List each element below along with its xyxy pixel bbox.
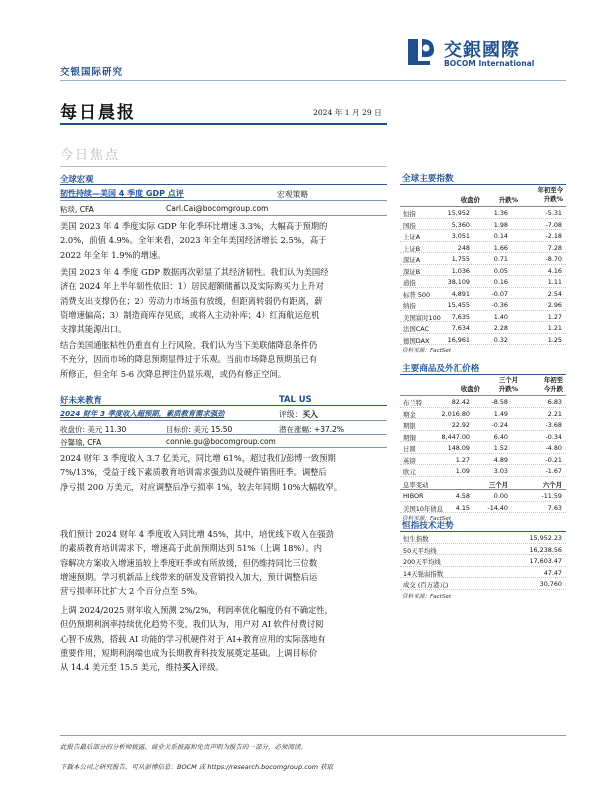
footer-download-note[interactable]: 下载本公司之研究报告，可从彭博信息：BOCM 或 https://research.bocomgroup.com 获取 bbox=[60, 763, 334, 771]
table-row: 标普 500 4,891 -0.07 2.54 bbox=[400, 288, 566, 300]
macro-analyst-rule bbox=[60, 215, 387, 216]
macro-analyst-email[interactable]: Carl.Cai@bocomgroup.com bbox=[166, 204, 269, 213]
company-logo bbox=[404, 35, 564, 71]
table-row: 日圆 148.09 1.52 -4.80 bbox=[400, 442, 566, 454]
table-row: 期铜 8,447.00 6.40 -0.34 bbox=[400, 431, 566, 443]
footer-disclaimer: 此报告最后部分的分析师披露、商业关系披露和免责声明为报告的一部分，必须阅读。 bbox=[60, 743, 307, 751]
commodities-table bbox=[400, 396, 566, 477]
edu-paragraph-3: 上调 2024/2025 财年收入预测 2%/2%，利润率优化幅度仍有不确定性， 但仍预期利润率持续优化趋势不变。我们认为，用户对 AI 软件付费讨阅 心智不成熟，搭载 AI 功能的学习机硬件对于 AI+教育应用的实际落地有 重要作用，短期利润端也成为长期教育科技发展奠定基础。上调目标价 从 14.4 美元至 15.5 美元，维持买入评级。 bbox=[60, 605, 333, 673]
table-row: 期金 2,016.80 1.49 2.21 bbox=[400, 408, 566, 420]
edu-upside: 潜在涨幅: +37.2% bbox=[279, 425, 345, 434]
hsi-table bbox=[400, 532, 566, 590]
macro-category-rule bbox=[60, 184, 387, 185]
table-row: 欧元 1.09 3.03 -1.67 bbox=[400, 465, 566, 477]
table-row: 上证B 248 1.66 7.28 bbox=[400, 242, 566, 254]
edu-category-rule bbox=[60, 405, 387, 406]
commodities-title-rule bbox=[400, 374, 566, 375]
title-rule bbox=[60, 123, 387, 125]
indices-h3: 年初至今 升跌% bbox=[537, 186, 563, 203]
report-date: 2024 年 1 月 29 日 bbox=[313, 108, 382, 117]
table-row: 纳指 15,455 -0.36 2.96 bbox=[400, 299, 566, 311]
edu-rating-value: 买入 bbox=[302, 410, 318, 419]
hsi-title: 恒指技术走势 bbox=[402, 521, 454, 531]
edu-price-rule bbox=[60, 434, 387, 435]
edu-category: 好未来教育 bbox=[60, 395, 102, 405]
edu-paragraph-1: 2024 财年 3 季度收入 3.7 亿美元，同比增 61%，超过我们/彭博一致预期 7%/13%，受益于线下素质教育培训需求强劲以及硬件销售旺季。调整后 净亏损 200 万美元，对应调整后净亏损率 1%，较去年同期 10%大幅收窄。 bbox=[60, 453, 343, 492]
macro-analyst: 粘琰, CFA bbox=[60, 205, 94, 214]
edu-analyst-email[interactable]: connie.gu@bocomgroup.com bbox=[166, 437, 276, 446]
hsi-source: 资料来源：FactSet bbox=[402, 594, 452, 600]
table-row: 恒生指数 15,952.23 bbox=[400, 532, 566, 544]
edu-analyst: 谷馨瑜, CFA bbox=[60, 438, 102, 447]
edu-analyst-rule bbox=[60, 447, 387, 448]
table-row: 成交 (百万港元) 30,760 bbox=[400, 578, 566, 590]
report-title: 每日晨报 bbox=[60, 103, 136, 123]
table-row: 14天强弱指数 47.47 bbox=[400, 567, 566, 579]
table-row: 上证A 3,051 0.14 -2.18 bbox=[400, 230, 566, 242]
section-title: 今日焦点 bbox=[60, 148, 121, 163]
edu-headline-rule bbox=[60, 420, 387, 421]
table-row: 道指 38,109 0.16 1.11 bbox=[400, 276, 566, 288]
edu-buy-rating: 买入 bbox=[182, 662, 199, 673]
macro-category: 全球宏观 bbox=[60, 174, 94, 184]
indices-h2: 升跌% bbox=[498, 196, 518, 204]
table-row: 德国DAX 16,961 0.32 1.25 bbox=[400, 334, 566, 346]
table-row: HIBOR 4.58 0.00 -11.59 bbox=[400, 490, 566, 502]
rates-table bbox=[400, 490, 566, 513]
department-label: 交银国际研究 bbox=[60, 67, 124, 78]
table-row: 恒指 15,952 1.36 -5.31 bbox=[400, 207, 566, 219]
table-row: 法国CAC 7,634 2.28 1.21 bbox=[400, 322, 566, 334]
indices-h1: 收盘价 bbox=[460, 196, 480, 204]
table-row: 美国10年债息 4.15 -14.40 7.63 bbox=[400, 502, 566, 514]
table-row: 深证B 1,036 0.05 4.16 bbox=[400, 265, 566, 277]
commodities-h2: 三个月 升跌% bbox=[498, 376, 518, 393]
edu-close-price: 收盘价: 美元 11.30 bbox=[60, 425, 127, 434]
edu-paragraph-2: 我们预计 2024 财年 4 季度收入同比增 45%，其中，培优线下收入在强劲 的素质教育培训需求下，增速高于此前预期达到 51%（上调 18%）。内 容解决方案收入增速虽较上季度旺季或有所放缓，但仍维持同比三位数 增速预期。学习机新品上线带来的研发及营销投入加大，预计调整后运 营亏损率环比扩大 2 个百分点至 5%。 bbox=[60, 529, 334, 597]
commodities-h3: 年初至 今升跌 bbox=[543, 376, 563, 393]
edu-ticker: TAL US bbox=[279, 394, 312, 404]
table-row: 布兰特 82.42 -8.58 6.83 bbox=[400, 396, 566, 408]
macro-paragraph-2: 美国 2023 年 4 季度 GDP 数据再次彰显了其经济韧性。我们认为美国经 济在 2024 年上半年韧性依旧：1）居民超额储蓄以及实际购买力上升对 消费支出支撑仍在；2）劳动力市场虽有放缓，但距离转弱仍有距离，薪 资增速偏高；3）制造商库存见底，或将入主动补库；4）红海航运危机 支撑其能源出口。 bbox=[60, 267, 329, 335]
table-row: 美国富时100 7,635 1.40 1.27 bbox=[400, 311, 566, 323]
footer-rule bbox=[60, 735, 566, 736]
rates-header: 息率变动 三个月 六个月 bbox=[400, 478, 566, 490]
indices-title-rule bbox=[400, 184, 566, 185]
macro-headline[interactable]: 韧性持续—美国 4 季度 GDP 点评 bbox=[60, 189, 184, 198]
commodities-title: 主要商品及外汇价格 bbox=[402, 364, 480, 374]
macro-tag: 宏观策略 bbox=[277, 190, 309, 199]
indices-source: 资料来源：FactSet bbox=[402, 348, 452, 354]
commodities-source: 资料来源：FactSet bbox=[402, 516, 452, 522]
indices-table bbox=[400, 207, 566, 345]
logo-english-text: BOCOM International bbox=[444, 59, 535, 68]
table-row: 50天平均线 16,238.56 bbox=[400, 544, 566, 556]
section-rule bbox=[60, 166, 387, 167]
macro-paragraph-1: 美国 2023 年 4 季度实际 GDP 年化季环比增速 3.3%，大幅高于预期的 2.0%，前值 4.9%。全年来看，2023 年全年美国经济增长 2.5%，高于 2022 年全年 1.9%的增速。 bbox=[60, 221, 328, 260]
indices-title: 全球主要指数 bbox=[402, 174, 454, 184]
logo-chinese-text: 交銀國際 bbox=[444, 40, 520, 61]
macro-headline-rule bbox=[60, 200, 387, 201]
edu-target-price: 目标价: 美元 15.50 bbox=[166, 425, 233, 434]
macro-paragraph-3: 结合美国通胀粘性仍重直有上行风险，我们认为当下美联储降息条件仍 不充分，因而市场的降息预期显得过于乐观。当前市场降息预期虽已有 所修正，但全年 5-6 次降息押注仍显乐观，或仍有修正空间。 bbox=[60, 340, 318, 379]
table-row: 200天平均线 17,603.47 bbox=[400, 555, 566, 567]
commodities-h1: 收盘价 bbox=[460, 385, 480, 393]
table-row: 国指 5,360 1.98 -7.08 bbox=[400, 219, 566, 231]
table-row: 深证A 1,755 0.71 -8.70 bbox=[400, 253, 566, 265]
bocom-logo-icon bbox=[404, 35, 438, 69]
edu-rating: 评级：买入 bbox=[279, 410, 318, 419]
edu-headline[interactable]: 2024 财年 3 季度收入超预期，素质教育需求强劲 bbox=[60, 409, 225, 418]
header-rule bbox=[60, 80, 566, 81]
table-row: 英镑 1.27 4.89 -0.21 bbox=[400, 454, 566, 466]
table-row: 期银 22.92 -0.24 -3.68 bbox=[400, 419, 566, 431]
